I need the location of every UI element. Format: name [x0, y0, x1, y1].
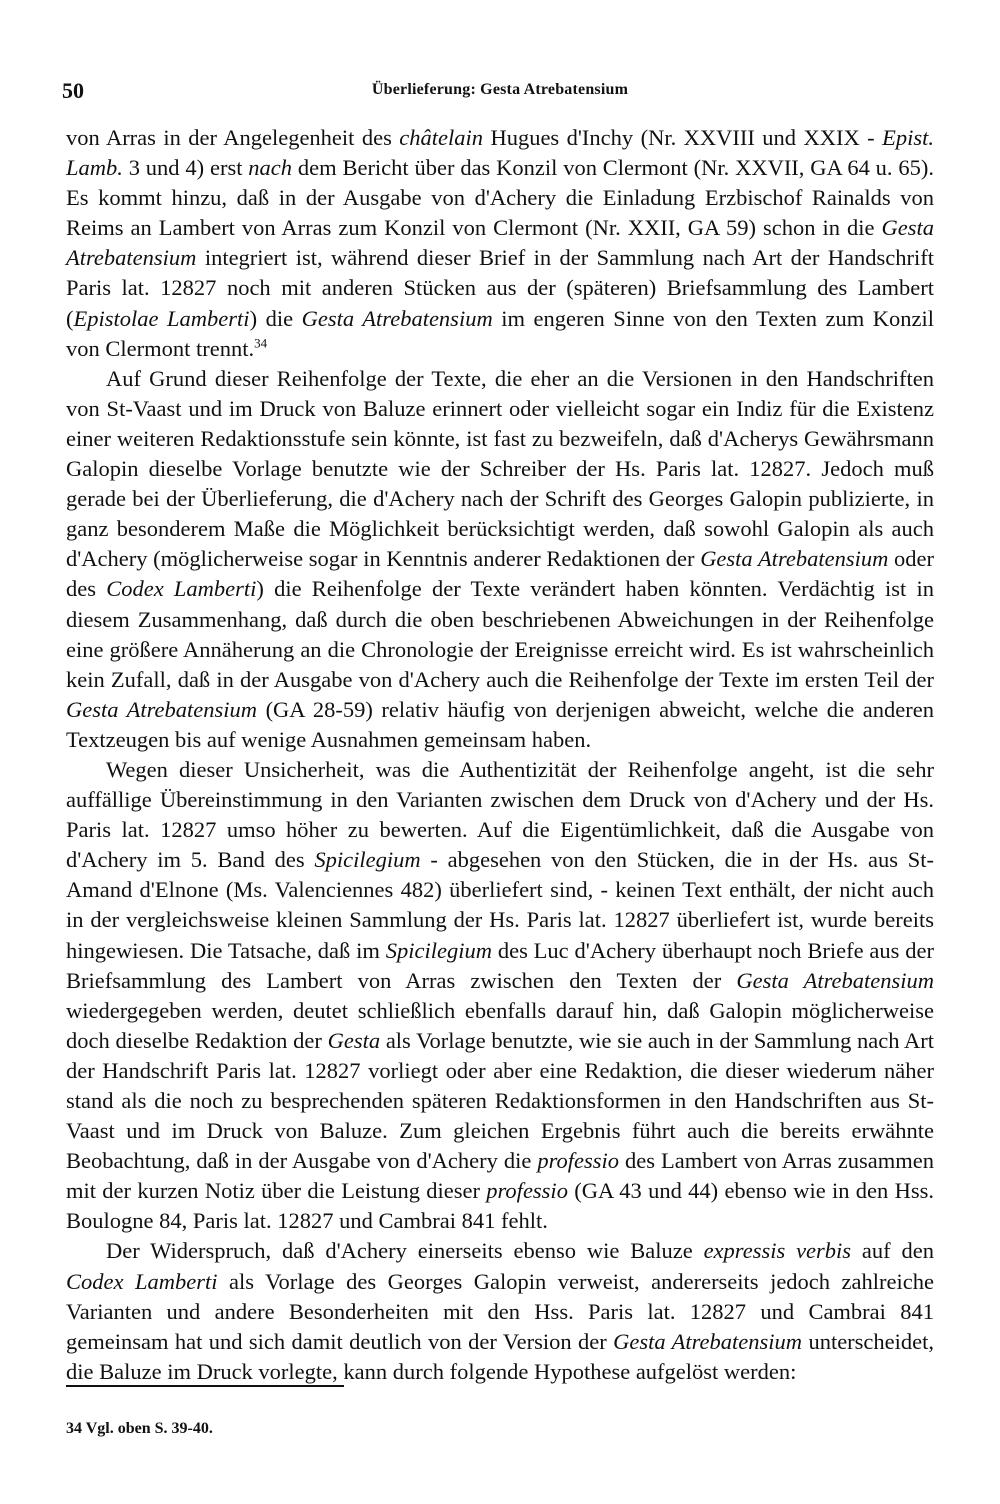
text-run: Der Widerspruch, daß d'Achery einerseits ebenso wie Baluze — [106, 1238, 704, 1264]
italic-text: professio — [537, 1148, 620, 1174]
italic-text: Gesta Atrebatensium — [736, 967, 935, 993]
italic-text: Gesta Atrebatensium — [66, 696, 258, 722]
italic-text: nach — [248, 155, 293, 181]
paragraph — [66, 1236, 934, 1386]
italic-text: châtelain — [399, 125, 484, 150]
footnote-divider — [66, 1385, 344, 1387]
paragraph — [66, 123, 934, 364]
text-run: als Vorlage des Georges Galopin verweist, andererseits jedoch zahlreiche Varianten und andere Besonderheiten mit den Hss. Paris lat. 12827 und Cambrai 841 gemeinsam hat und sich damit deutlich von der Version der — [66, 1268, 934, 1354]
text-run: - abgesehen von den Stücken, die in der Hs. aus St-Amand d'Elnone (Ms. Valenciennes 482) überliefert sind, - keinen Text enthält, der nicht auch in der vergleichsweise kleinen Sammlung der Hs. Paris lat. 12827 überliefert ist, wurde bereits hingewiesen. Die Tatsache, daß im — [66, 847, 934, 963]
paragraph — [66, 755, 934, 1237]
text-run: unterscheidet, die Baluze im Druck vorlegte, kann durch folgende Hypothese aufgelöst werden: — [66, 1328, 935, 1384]
text-run: als Vorlage benutzte, wie sie auch in der Sammlung nach Art der Handschrift Paris lat. 12827 vorliegt oder aber eine Redaktion, die dieser wiederum näher stand als die noch zu besprechenden späteren Redaktionsformen in den Handschriften aus St-Vaast und im Druck von Baluze. Zum gleichen Ergebnis führt auch die bereits erwähnte Beobachtung, daß in der Ausgabe von d'Achery die — [66, 1027, 935, 1174]
italic-text: Gesta — [327, 1027, 381, 1053]
text-run: im engeren Sinne von den Texten zum Konzil von Clermont trennt. — [66, 305, 935, 361]
italic-text: Codex Lamberti — [106, 576, 257, 602]
footnote-reference: 34 — [254, 335, 268, 351]
text-run: des Luc d'Achery überhaupt noch Briefe aus der Briefsammlung des Lambert von Arras zwischen den Texten der — [66, 937, 934, 993]
text-run: auf den — [851, 1238, 935, 1264]
running-title: Überlieferung: Gesta Atrebatensium — [371, 81, 629, 98]
text-run: ) die — [249, 305, 302, 331]
paragraph — [66, 364, 934, 755]
footnote: 34 Vgl. oben S. 39-40. — [66, 1420, 213, 1437]
text-run: des Lambert von Arras zusammen mit der kurzen Notiz über die Leistung dieser — [66, 1148, 934, 1204]
italic-text: Gesta Atrebatensium — [700, 546, 889, 572]
text-run: Hugues d'Inchy (Nr. XXVIII und XXIX - — [483, 125, 883, 150]
italic-text: Codex Lamberti — [66, 1268, 218, 1294]
text-run: von Arras in der Angelegenheit des — [66, 125, 400, 150]
text-run: oder des — [66, 546, 934, 602]
italic-text: Spicilegium — [385, 937, 492, 963]
italic-text: professio — [486, 1178, 568, 1204]
text-run: Wegen dieser Unsicherheit, was die Authentizität der Reihenfolge angeht, ist die sehr auffällige Übereinstimmung in den Varianten zwischen dem Druck von d'Achery und der Hs. Paris lat. 12827 umso höher zu bewerten. Auf die Eigentümlichkeit, daß die Ausgabe von d'Achery im 5. Band des — [66, 756, 934, 873]
text-run: wiedergegeben werden, deutet schließlich ebenfalls darauf hin, daß Galopin möglicherweise doch dieselbe Redaktion der — [66, 997, 934, 1053]
text-run: ) die Reihenfolge der Texte verändert haben könnten. Verdächtig ist in diesem Zusammenhang, daß durch die oben beschriebenen Abweichungen in der Reihenfolge eine größere Annäherung an die Chronologie der Ereignisse erreicht wird. Es ist wahrscheinlich kein Zufall, daß in der Ausgabe von d'Achery auch die Reihenfolge der Texte im ersten Teil der — [66, 576, 934, 692]
italic-text: Gesta Atrebatensium — [66, 215, 934, 271]
text-run: 3 und 4) erst — [122, 155, 249, 181]
text-run: (GA 28-59) relativ häufig von derjenigen abweicht, welche die anderen Textzeugen bis auf wenige Ausnahmen gemeinsam haben. — [66, 696, 935, 752]
italic-text: Epistolae Lamberti — [73, 305, 250, 331]
text-run: integriert ist, während dieser Brief in der Sammlung nach Art der Handschrift Paris lat. 12827 noch mit anderen Stücken aus der (späteren) Briefsammlung des Lambert ( — [66, 245, 934, 331]
body-text — [66, 123, 934, 1387]
italic-text: Spicilegium — [314, 847, 421, 873]
page-number: 50 — [62, 78, 84, 103]
text-run: Auf Grund dieser Reihenfolge der Texte, die eher an die Versionen in den Handschriften von St-Vaast und im Druck von Baluze erinnert oder vielleicht sogar ein Indiz für die Existenz einer weiteren Redaktionsstufe sein könnte, ist fast zu bezweifeln, daß d'Acherys Gewährsmann Galopin dieselbe Vorlage benutzte wie der Schreiber der Hs. Paris lat. 12827. Jedoch muß gerade bei der Überlieferung, die d'Achery nach der Schrift des Georges Galopin publizierte, in ganz besonderem Maße die Möglichkeit berücksichtigt werden, daß sowohl Galopin als auch d'Achery (möglicherweise sogar in Kenntnis anderer Redaktionen der — [66, 365, 934, 572]
text-run: dem Bericht über das Konzil von Clermont (Nr. XXVII, GA 64 u. 65). Es kommt hinzu, daß in der Ausgabe von d'Achery die Einladung Erzbischof Rainalds von Reims an Lambert von Arras zum Konzil von Clermont (Nr. XXII, GA 59) schon in die — [66, 155, 935, 241]
italic-text: Gesta Atrebatensium — [613, 1328, 803, 1354]
page-header — [62, 78, 938, 108]
text-run: (GA 43 und 44) ebenso wie in den Hss. Boulogne 84, Paris lat. 12827 und Cambrai 841 fehlt. — [66, 1178, 934, 1234]
italic-text: expressis verbis — [703, 1238, 852, 1264]
italic-text: Gesta Atrebatensium — [301, 305, 493, 331]
italic-text: Epist. Lamb. — [66, 125, 934, 181]
